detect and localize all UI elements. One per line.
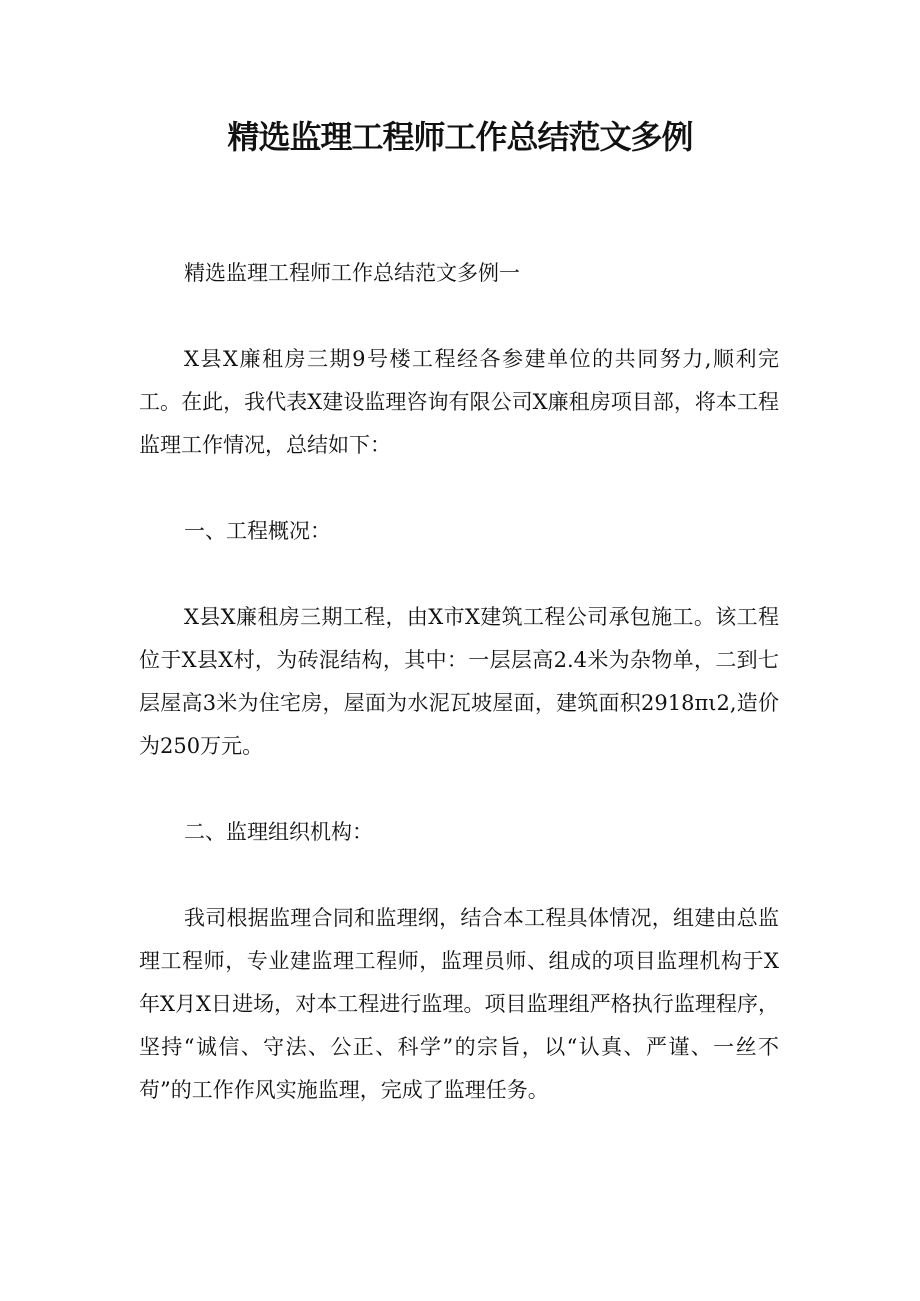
section-heading-project-overview: 一、工程概况： (184, 519, 331, 543)
section-heading-example-one: 精选监理工程师工作总结范文多例一 (184, 261, 520, 285)
paragraph-supervision-organization: 我司根据监理合同和监理纲，结合本工程具体情况，组建由总监理工程师，专业建监理工程师，监理员师、组成的项目监理机构于X年X月X日进场，对本工程进行监理。项目监理组严格执行监理程序，坚持“诚信、守法、公正、科学”的宗旨，以“认真、严谨、一丝不苟”的工作作风实施监理，完成了监理任务。 (139, 906, 779, 1102)
paragraph-introduction: X县X廉租房三期9号楼工程经各参建单位的共同努力,顺利完工。在此，我代表X建设监理咨询有限公司X廉租房项目部，将本工程监理工作情况，总结如下： (139, 347, 779, 457)
paragraph-project-overview: X县X廉租房三期工程，由X市X建筑工程公司承包施工。该工程位于X县X村，为砖混结构，其中：一层层高2.4米为杂物单，二到七层屋高3米为住宅房，屋面为水泥瓦坡屋面，建筑面积2918πι2,造价为250万元。 (139, 605, 779, 758)
document-title: 精选监理工程师工作总结范文多例 (227, 118, 693, 156)
section-heading-supervision-organization: 二、监理组织机构： (184, 820, 373, 844)
